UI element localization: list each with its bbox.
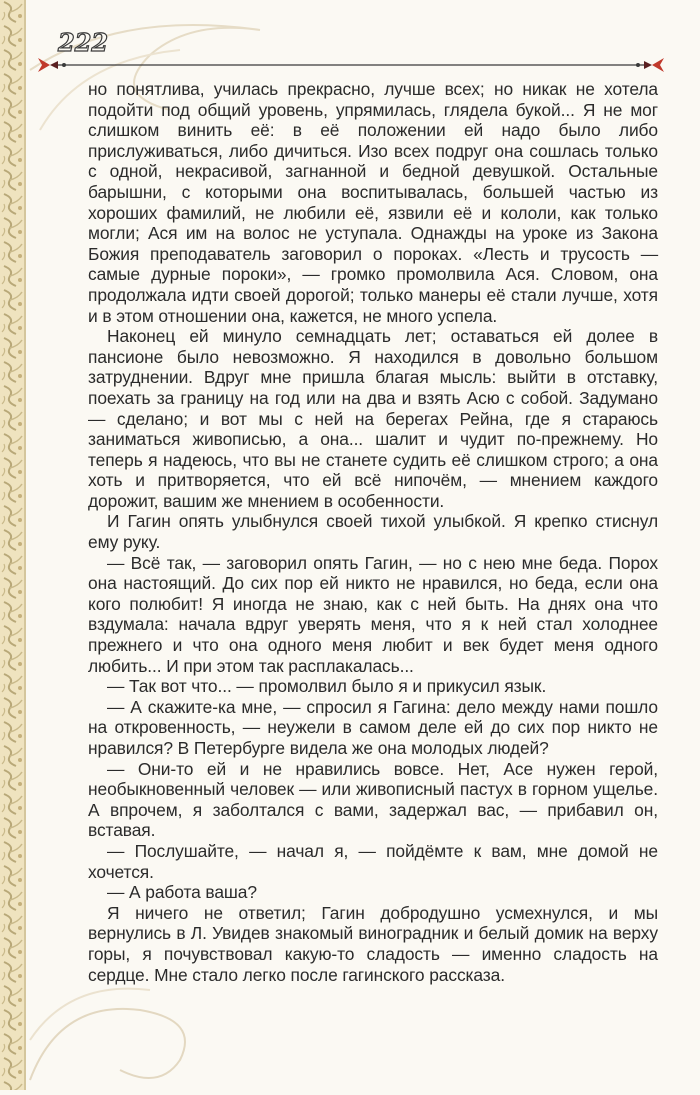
paragraph: — А скажите-ка мне, — спросил я Гагина: дело между нами пошло на откровенность, — неужели в самом деле ей до сих пор никто не нравился? В Петербурге видела же она молодых людей? [88, 696, 658, 758]
header-rule-ornament-icon [36, 52, 666, 78]
paragraph: — Так вот что... — промолвил было я и прикусил язык. [107, 676, 547, 697]
page-number: 222 [58, 28, 109, 57]
paragraph: Я ничего не ответил; Гагин добродушно усмехнулся, и мы вернулись в Л. Увидев знакомый виноградник и белый домик на верху горы, я почувствовал какую-то сладость — именно сладость на сердце. Мне стало легко после гагинского рассказа. [88, 902, 658, 985]
paragraph: И Гагин опять улыбнулся своей тихой улыбкой. Я крепко стиснул ему руку. [88, 511, 658, 553]
paragraph: — Они-то ей и не нравились вовсе. Нет, Асе нужен герой, необыкновенный человек — или живописный пастух в горном ущелье. А впрочем, я заболтался с вами, задержал вас, — прибавил он, вставая. [88, 758, 658, 841]
paragraph: — Послушайте, — начал я, — пойдёмте к вам, мне домой не хочется. [88, 840, 658, 882]
paragraph: — Всё так, — заговорил опять Гагин, — но с нею мне беда. Порох она настоящий. До сих пор ей никто не нравился, но беда, если она кого полюбит! Я иногда не знаю, как с ней быть. На днях она что вздумала: начала вдруг уверять меня, что я к ней стал холоднее прежнего и что она одного меня любит и век будет меня одного любить... И при этом так расплакалась... [88, 552, 658, 676]
decorative-left-border [0, 0, 26, 1090]
paragraph: но понятлива, училась прекрасно, лучше всех; но никак не хотела подойти под общий уровень, упрямилась, глядела букой... Я не мог слишком винить её: в её положении ей надо было либо прислуживаться, либо дичиться. Изо всех подруг она сошлась только с одной, некрасивой, загнанной и бедной девушкой. Остальные барышни, с которыми она воспитывалась, большей частью из хороших фамилий, не любили её, язвили её и кололи, как только могли; Ася им на волос не уступала. Однажды на уроке из Закона Божия преподаватель заговорил о пороках. «Лесть и трусость — самые дурные пороки», — громко промолвила Ася. Словом, она продолжала идти своей дорогой; только манеры её стали лучше, хотя и в этом отношении она, кажется, не много успела. [88, 79, 658, 326]
paragraph: — А работа ваша? [107, 882, 257, 903]
vine-ornament-icon [0, 0, 26, 1090]
body-text [88, 79, 658, 985]
paragraph: Наконец ей минуло семнадцать лет; оставаться ей долее в пансионе было невозможно. Я находился в довольно большом затруднении. Вдруг мне пришла благая мысль: выйти в отставку, поехать за границу на год или на два и взять Асю с собой. Задумано — сделано; и вот мы с ней на берегах Рейна, где я стараюсь заниматься живописью, а она... шалит и чудит по-прежнему. Но теперь я надеюсь, что вы не станете судить её слишком строго; а она хоть и притворяется, что ей всё нипочём, — мнением каждого дорожит, вашим же мнением в особенности. [88, 326, 658, 511]
